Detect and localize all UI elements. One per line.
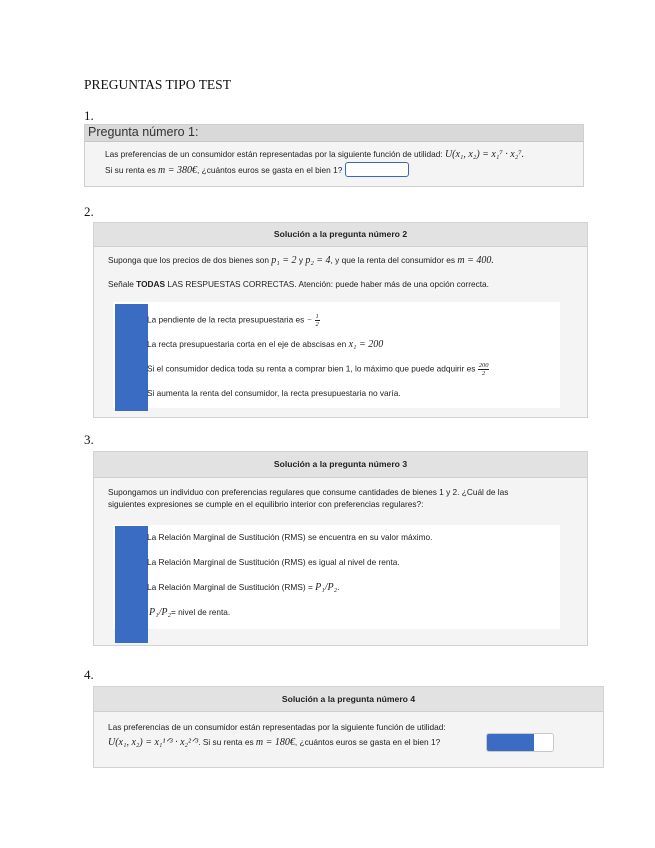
price-1-formula: p₁ = 2 (271, 255, 297, 266)
statement-line-1: Supongamos un individuo con preferencias regulares que consume cantidades de bienes 1 y 2. ¿Cuál de las (108, 487, 509, 497)
question-number-1: 1. (84, 108, 94, 123)
answer-input[interactable] (345, 162, 409, 177)
income-formula: m = 180€ (255, 737, 295, 748)
solution-3-box (93, 451, 588, 646)
option-text: La Relación Marginal de Sustitución (RMS) = (147, 582, 313, 592)
solution-3-statement (108, 486, 508, 510)
solution-4-header: Solución a la pregunta número 4 (94, 687, 603, 712)
option-item[interactable] (147, 582, 339, 593)
option-text: La Relación Marginal de Sustitución (RMS) es igual al nivel de renta. (147, 557, 400, 567)
instruction-text-2: LAS RESPUESTAS CORRECTAS. Atención: puede haber más de una opción correcta. (167, 279, 489, 289)
document-title: PREGUNTAS TIPO TEST (84, 77, 231, 92)
solution-2-options (113, 302, 560, 408)
option-text: Si el consumidor dedica toda su renta a comprar bien 1, lo máximo que puede adquirir es (147, 363, 476, 374)
option-item[interactable] (147, 362, 489, 377)
option-item[interactable] (147, 532, 432, 542)
answer-cover-block (115, 526, 148, 643)
question-1-header (85, 125, 583, 142)
solution-4-statement (108, 720, 446, 750)
fraction-numerator: 1 (315, 313, 319, 320)
solution-2-instructions (108, 278, 489, 290)
question-number-4: 4. (84, 667, 94, 682)
statement-text-2: , y que la renta del consumidor es (330, 255, 456, 265)
income-formula: m = 380€ (158, 165, 198, 176)
solution-2-box (93, 222, 588, 418)
fraction-numerator: 200 (478, 362, 489, 369)
option-math: x₁ = 200 (348, 339, 384, 350)
question-1-body (105, 147, 524, 178)
question-1-question: , ¿cuántos euros se gasta en el bien 1? (197, 165, 343, 175)
answer-cover-block (487, 734, 534, 751)
question-1-line-2 (105, 162, 524, 178)
question-number-3: 3. (84, 432, 94, 447)
utility-function-formula: U(x₁, x₂) = x₁⁷ · x₂⁷. (444, 149, 525, 160)
option-math: P₁/P₂ (315, 582, 338, 593)
fraction (315, 313, 320, 328)
solution-4-box (93, 686, 604, 768)
statement-text: Suponga que los precios de dos bienes son (108, 255, 269, 265)
statement-line-1: Las preferencias de un consumidor están representadas por la siguiente función de utilidad: (108, 722, 446, 732)
option-text: Si aumenta la renta del consumidor, la recta presupuestaria no varía. (147, 388, 401, 398)
option-text: La recta presupuestaria corta en el eje de abscisas en (147, 339, 347, 349)
statement-conjunction: y (298, 255, 303, 265)
instruction-emphasis: TODAS (136, 279, 166, 289)
option-item[interactable] (147, 339, 383, 350)
question-1-box (84, 124, 584, 187)
question-1-line-1 (105, 147, 524, 162)
option-text: La Relación Marginal de Sustitución (RMS) se encuentra en su valor máximo. (147, 532, 433, 542)
solution-3-options (113, 525, 560, 629)
question-1-income-label: Si su renta es (105, 165, 156, 175)
question-1-text: Las preferencias de un consumidor están representadas por la siguiente función de utilidad: (105, 149, 443, 159)
instruction-text: Señale (108, 279, 134, 289)
solution-2-header: Solución a la pregunta número 2 (94, 223, 587, 247)
option-suffix: . (337, 582, 340, 592)
solution-2-statement (108, 254, 494, 267)
option-text: La pendiente de la recta presupuestaria es (147, 314, 305, 325)
price-2-formula: p₂ = 4 (305, 255, 331, 266)
fraction (478, 362, 490, 377)
option-item[interactable] (149, 607, 230, 618)
utility-function-formula: U(x₁, x₂) = x₁¹ᐟ³ · x₂²ᐟ³ (108, 737, 199, 748)
answer-cover-block (115, 304, 148, 411)
question-1-header-text: Pregunta número 1: (88, 125, 199, 139)
statement-line-2 (108, 735, 446, 750)
option-math: P₁/P₂ (149, 607, 171, 618)
statement-question: , ¿cuántos euros se gasta en el bien 1? (294, 737, 441, 747)
question-number-2: 2. (84, 204, 94, 219)
fraction-denominator: 2 (481, 370, 486, 377)
option-item[interactable] (147, 388, 401, 398)
fraction-denominator: 2 (315, 321, 319, 328)
answer-input[interactable] (486, 733, 554, 752)
option-item[interactable] (147, 557, 400, 567)
solution-3-header: Solución a la pregunta número 3 (94, 452, 587, 478)
option-item[interactable] (147, 313, 320, 328)
option-text: = nivel de renta. (170, 607, 231, 617)
statement-text: . Si su renta es (198, 737, 254, 747)
statement-line-2: siguientes expresiones se cumple en el equilibrio interior con preferencias regulares?: (108, 499, 424, 509)
income-formula: m = 400. (457, 255, 494, 266)
option-math: − (306, 315, 313, 325)
